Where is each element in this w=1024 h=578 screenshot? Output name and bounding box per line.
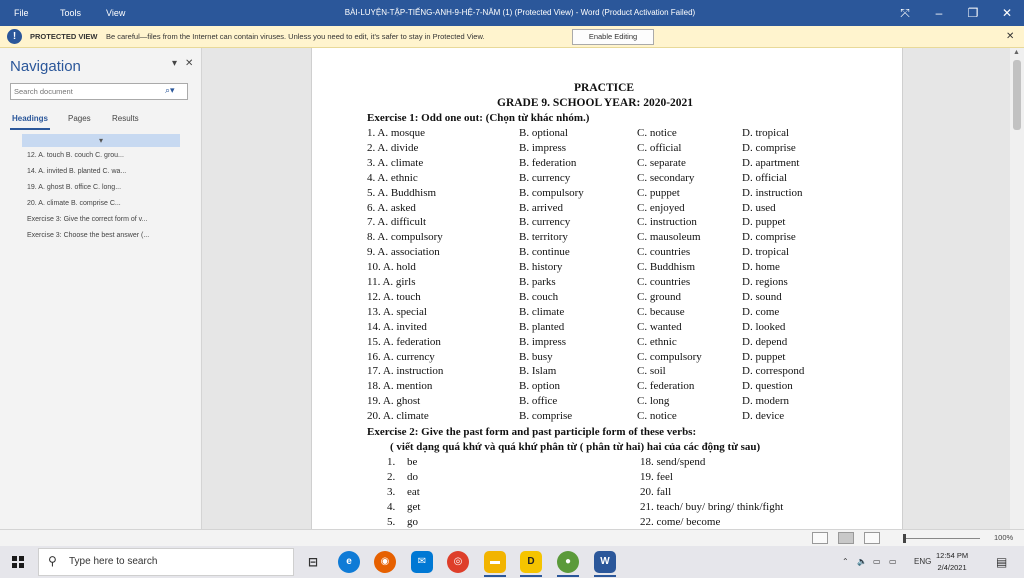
exercise-1-option: C. notice: [637, 410, 677, 423]
web-layout-icon[interactable]: [864, 532, 880, 544]
selected-heading[interactable]: ▾: [22, 134, 180, 147]
document-area: [202, 48, 1024, 529]
exercise-1-row: [367, 187, 887, 201]
exercise-1-option: D. device: [742, 410, 785, 423]
exercise-1-row: [367, 410, 887, 424]
app-icon[interactable]: D: [520, 551, 542, 573]
exercise-1-option: C. federation: [637, 380, 695, 393]
exercise-1-row: [367, 276, 887, 290]
tab-headings[interactable]: Headings: [12, 114, 49, 123]
exercise-1-row: [367, 231, 887, 245]
exercise-1-option: D. modern: [742, 395, 790, 408]
exercise-1-option: 1. A. mosque: [367, 127, 426, 139]
exercise-1-row: [367, 380, 887, 394]
search-icon: ⚲: [48, 554, 57, 568]
tab-results[interactable]: Results: [112, 114, 139, 123]
search-document-input[interactable]: [10, 83, 188, 100]
exercise-2-verb: eat: [407, 486, 420, 498]
volume-icon[interactable]: 🔈: [857, 557, 867, 566]
exercise-1-option: 13. A. special: [367, 305, 427, 318]
exercise-1-option: B. climate: [519, 305, 565, 318]
exercise-2-verb: be: [407, 456, 418, 468]
running-indicator: [557, 575, 579, 577]
running-indicator: [520, 575, 542, 577]
edge-icon[interactable]: e: [338, 551, 360, 573]
exercise-1-row: [367, 351, 887, 365]
firefox-icon[interactable]: ◉: [374, 551, 396, 573]
shield-icon: !: [7, 29, 22, 44]
enable-editing-button[interactable]: Enable Editing: [572, 29, 654, 45]
exercise-1-row: [367, 246, 887, 260]
exercise-1-option: D. tropical: [742, 246, 790, 259]
exercise-1-option: C. compulsory: [637, 350, 702, 363]
exercise-1-option: D. correspond: [742, 365, 805, 378]
print-layout-icon[interactable]: [838, 532, 854, 544]
exercise-1-option: 7. A. difficult: [367, 216, 427, 229]
protected-view-bar: [0, 26, 1024, 48]
exercise-1-option: 18. A. mention: [367, 380, 433, 393]
protected-view-label: PROTECTED VIEW: [30, 32, 98, 41]
word-icon[interactable]: W: [594, 551, 616, 573]
exercise-1-option: D. regions: [742, 276, 788, 288]
exercise-1-row: [367, 157, 887, 171]
exercise-1-option: D. comprise: [742, 231, 796, 244]
minimize-button[interactable]: –: [935, 6, 943, 20]
exercise-1-heading: Exercise 1: Odd one out: (Chọn từ khác nhóm.): [367, 112, 590, 124]
exercise-1-option: 19. A. ghost: [367, 395, 421, 408]
exercise-1-option: 12. A. touch: [367, 290, 421, 303]
exercise-1-option: B. impress: [519, 335, 567, 348]
exercise-2-verb: get: [407, 501, 421, 513]
exercise-1-option: 6. A. asked: [367, 201, 416, 214]
language-indicator[interactable]: ENG: [914, 557, 932, 566]
running-indicator: [484, 575, 506, 577]
exercise-2-number: 4.: [387, 501, 396, 513]
exercise-1-option: D. used: [742, 201, 776, 214]
close-icon[interactable]: ✕: [1006, 31, 1015, 42]
exercise-1-option: 5. A. Buddhism: [367, 186, 437, 199]
exercise-1-option: B. parks: [519, 276, 556, 288]
exercise-1-option: D. depend: [742, 335, 788, 348]
exercise-1-row: [367, 216, 887, 230]
exercise-2-number: 1.: [387, 456, 396, 468]
exercise-2-verb: do: [407, 471, 418, 483]
chevron-up-icon[interactable]: ⌃: [842, 557, 849, 566]
exercise-1-option: B. Islam: [519, 365, 557, 378]
exercise-1-option: 10. A. hold: [367, 261, 416, 274]
exercise-1-option: D. puppet: [742, 216, 786, 229]
exercise-1-option: D. come: [742, 305, 780, 318]
exercise-1-row: [367, 395, 887, 409]
exercise-1-option: D. tropical: [742, 127, 790, 139]
exercise-1-option: 3. A. climate: [367, 156, 424, 169]
network-icon[interactable]: ▭: [873, 557, 881, 566]
close-icon[interactable]: ✕: [185, 58, 194, 69]
exercise-1-option: B. office: [519, 395, 558, 408]
nav-heading-item[interactable]: 14. A. invited B. planted C. wa...: [27, 168, 127, 175]
exercise-2-verb: 19. feel: [640, 471, 673, 483]
nav-heading-item[interactable]: 12. A. touch B. couch C. grou...: [27, 152, 124, 159]
menu-tools[interactable]: Tools: [60, 8, 82, 18]
exercise-1-option: C. soil: [637, 365, 666, 378]
exercise-1-row: [367, 321, 887, 335]
exercise-1-option: D. apartment: [742, 156, 800, 169]
active-tab-underline: [10, 128, 50, 130]
exercise-2-verb: go: [407, 516, 418, 528]
title-bar: [0, 0, 1024, 26]
restore-button[interactable]: ❐: [967, 6, 979, 20]
exercise-1-option: D. official: [742, 171, 788, 184]
notification-icon[interactable]: ▤: [996, 555, 1008, 569]
read-mode-icon[interactable]: [812, 532, 828, 544]
exercise-2-verb: 21. teach/ buy/ bring/ think/fight: [640, 501, 784, 513]
exercise-1-option: 8. A. compulsory: [367, 231, 443, 244]
exercise-1-option: 4. A. ethnic: [367, 171, 418, 184]
exercise-1-option: B. busy: [519, 350, 553, 363]
nav-heading-item[interactable]: 19. A. ghost B. office C. long...: [27, 184, 122, 191]
scrollbar-thumb[interactable]: [1013, 60, 1021, 130]
menu-view[interactable]: View: [106, 8, 126, 18]
document-page[interactable]: [311, 48, 903, 529]
exercise-2-number: 3.: [387, 486, 396, 498]
protected-view-message: Be careful—files from the Internet can contain viruses. Unless you need to edit, it's safer to stay in Protected View.: [106, 32, 485, 41]
exercise-1-option: B. history: [519, 261, 563, 274]
running-indicator: [594, 575, 616, 577]
zoom-slider-knob[interactable]: [903, 534, 906, 543]
document-subtitle: GRADE 9. SCHOOL YEAR: 2020-2021: [497, 97, 694, 109]
exercise-1-option: B. arrived: [519, 201, 563, 214]
exercise-1-option: 11. A. girls: [367, 276, 416, 288]
exercise-1-option: B. planted: [519, 320, 565, 333]
exercise-1-option: B. option: [519, 380, 560, 393]
exercise-1-option: C. mausoleum: [637, 231, 701, 244]
exercise-1-option: C. long: [637, 395, 670, 408]
exercise-2-number: 2.: [387, 471, 396, 483]
exercise-2-verb: 18. send/spend: [640, 456, 706, 468]
document-title: PRACTICE: [574, 82, 635, 94]
exercise-1-option: C. countries: [637, 246, 691, 259]
exercise-1-option: C. official: [637, 141, 682, 154]
taskbar-search-placeholder: Type here to search: [69, 556, 158, 567]
taskbar-search[interactable]: [38, 548, 294, 576]
file-explorer-icon[interactable]: ▬: [484, 551, 506, 573]
exercise-1-row: [367, 142, 887, 156]
exercise-1-option: C. separate: [637, 156, 686, 169]
exercise-1-row: [367, 306, 887, 320]
exercise-2-number: 5.: [387, 516, 396, 528]
fullscreen-icon[interactable]: ⤧: [900, 6, 910, 20]
exercise-1-option: B. compulsory: [519, 186, 584, 199]
windows-start-icon[interactable]: [12, 556, 24, 568]
exercise-1-option: B. federation: [519, 156, 577, 169]
exercise-1-row: [367, 291, 887, 305]
exercise-1-option: B. currency: [519, 216, 571, 229]
exercise-1-option: C. wanted: [637, 320, 682, 333]
exercise-1-option: C. enjoyed: [637, 201, 685, 214]
exercise-1-row: [367, 202, 887, 216]
exercise-1-option: C. countries: [637, 276, 691, 288]
exercise-1-option: 9. A. association: [367, 246, 440, 259]
close-button[interactable]: ✕: [1001, 6, 1013, 20]
exercise-1-option: D. puppet: [742, 350, 786, 363]
exercise-1-option: C. notice: [637, 127, 677, 139]
clock-time: 12:54 PM: [936, 551, 969, 560]
exercise-1-option: B. couch: [519, 290, 559, 303]
exercise-1-row: [367, 336, 887, 350]
exercise-1-option: C. secondary: [637, 171, 695, 184]
exercise-2-verb: 20. fall: [640, 486, 672, 498]
nav-heading-item[interactable]: Exercise 3: Choose the best answer (...: [27, 232, 150, 239]
exercise-1-option: B. impress: [519, 141, 567, 154]
exercise-1-option: C. puppet: [637, 186, 680, 199]
exercise-1-option: 15. A. federation: [367, 335, 441, 348]
tab-pages[interactable]: Pages: [68, 114, 91, 123]
mail-icon[interactable]: ✉: [411, 551, 433, 573]
zoom-level[interactable]: 100%: [994, 533, 1014, 542]
task-view-icon[interactable]: ⊟: [307, 555, 319, 569]
exercise-1-option: C. because: [637, 305, 685, 318]
nav-heading-item[interactable]: 20. A. climate B. comprise C...: [27, 200, 121, 207]
exercise-1-option: B. territory: [519, 231, 568, 244]
exercise-1-option: C. Buddhism: [637, 261, 696, 274]
chrome-icon[interactable]: ◎: [447, 551, 469, 573]
chevron-down-icon[interactable]: ▾: [172, 58, 178, 69]
app-icon[interactable]: ●: [557, 551, 579, 573]
battery-icon[interactable]: ▭: [889, 557, 897, 566]
exercise-1-option: C. ground: [637, 290, 681, 303]
menu-file[interactable]: File: [14, 8, 29, 18]
exercise-1-option: B. comprise: [519, 410, 573, 423]
exercise-1-option: 20. A. climate: [367, 410, 429, 423]
exercise-1-option: D. comprise: [742, 141, 796, 154]
exercise-1-option: D. instruction: [742, 186, 803, 199]
exercise-2-verb: 22. come/ become: [640, 516, 721, 528]
exercise-1-option: C. ethnic: [637, 335, 677, 348]
status-bar: [0, 529, 1024, 546]
exercise-1-option: 16. A. currency: [367, 350, 435, 363]
exercise-1-row: [367, 365, 887, 379]
navigation-title: Navigation: [10, 58, 81, 75]
zoom-slider[interactable]: [905, 538, 980, 539]
scroll-up-icon[interactable]: ▲: [1013, 49, 1020, 56]
exercise-2-heading: Exercise 2: Give the past form and past participle form of these verbs:: [367, 426, 697, 438]
exercise-1-option: D. sound: [742, 290, 782, 303]
exercise-2-subheading: ( viết dạng quá khứ và quá khứ phân từ ( phân từ hai) hai của các động từ sau): [390, 441, 761, 453]
exercise-1-option: B. continue: [519, 246, 570, 259]
exercise-1-option: 2. A. divide: [367, 141, 419, 154]
window-title: BÀI-LUYỆN-TẬP-TIẾNG-ANH-9-HỆ-7-NĂM (1) (Protected View) - Word (Product Activation Failed): [344, 8, 696, 17]
clock[interactable]: [936, 550, 968, 574]
nav-heading-item[interactable]: Exercise 3: Give the correct form of v...: [27, 216, 148, 223]
exercise-1-option: D. looked: [742, 320, 786, 333]
exercise-1-option: D. home: [742, 261, 780, 274]
exercise-1-option: B. currency: [519, 171, 571, 184]
exercise-1-row: [367, 261, 887, 275]
exercise-1-row: [367, 172, 887, 186]
exercise-1-option: C. instruction: [637, 216, 697, 229]
exercise-1-option: 17. A. instruction: [367, 365, 444, 378]
exercise-1-option: D. question: [742, 380, 793, 393]
clock-date: 2/4/2021: [937, 563, 967, 572]
exercise-1-row: [367, 127, 887, 141]
navigation-pane: [0, 48, 202, 529]
taskbar: [0, 546, 1024, 578]
vertical-scrollbar[interactable]: [1010, 48, 1024, 529]
exercise-1-option: 14. A. invited: [367, 320, 427, 333]
exercise-1-option: B. optional: [519, 127, 568, 139]
search-icon[interactable]: ⌕▾: [165, 85, 175, 95]
